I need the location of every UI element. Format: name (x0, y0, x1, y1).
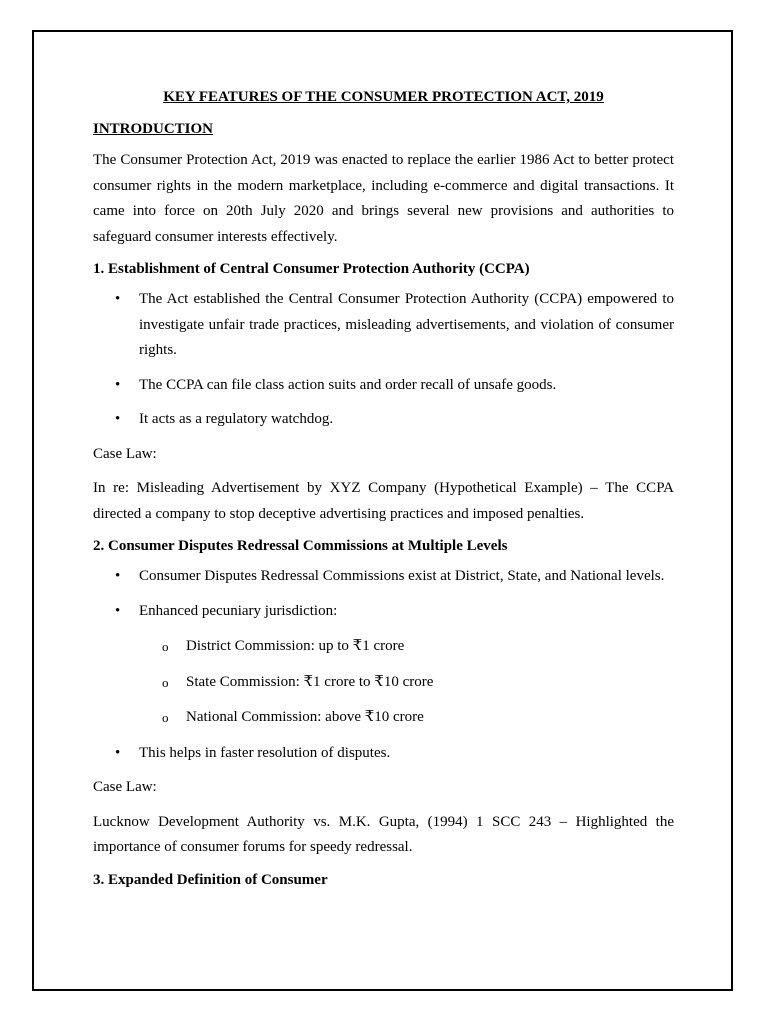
jurisdiction-sub-list (139, 634, 674, 731)
section-1-case-law-label: Case Law: (93, 445, 157, 462)
list-item-text: The Act established the Central Consumer Protection Authority (CCPA) empowered to investigate unfair trade practices, misleading advertisements, and violation of consumer rights. (139, 291, 674, 358)
list-item-text: The CCPA can file class action suits and order recall of unsafe goods. (139, 376, 557, 393)
list-item (93, 564, 674, 590)
bullet-icon: • (115, 291, 121, 307)
section-2-case-law-label: Case Law: (93, 779, 157, 795)
list-item-text: Consumer Disputes Redressal Commissions exist at District, State, and National levels. (139, 568, 665, 584)
section-2-heading: 2. Consumer Disputes Redressal Commissions at Multiple Levels (93, 538, 508, 554)
section-1-heading: 1. Establishment of Central Consumer Protection Authority (CCPA) (93, 261, 530, 277)
bullet-icon: • (115, 568, 121, 584)
introduction-heading: INTRODUCTION (93, 121, 214, 137)
section-1-bullet-list (93, 287, 674, 433)
sub-list-item (139, 705, 674, 731)
list-item (93, 373, 674, 399)
circle-bullet-icon: o (162, 639, 169, 654)
circle-bullet-icon: o (162, 674, 169, 690)
circle-bullet-icon: o (162, 710, 169, 725)
list-item (93, 407, 674, 433)
document-body (93, 88, 674, 898)
section-3-heading: 3. Expanded Definition of Consumer (93, 871, 328, 888)
list-item-text: Enhanced pecuniary jurisdiction: (139, 602, 338, 619)
bullet-icon: • (115, 602, 121, 619)
bullet-icon: • (115, 744, 121, 761)
sub-list-item-text: National Commission: above ₹10 crore (186, 709, 424, 725)
sub-list-item (139, 634, 674, 660)
list-item (93, 287, 674, 364)
introduction-paragraph: The Consumer Protection Act, 2019 was enacted to replace the earlier 1986 Act to better protect consumer rights in the modern marketplace, including e-commerce and digital transactions. It came into force on 20th July 2020 and brings several new provisions and authorities to safeguard consumer interests effectively. (93, 152, 674, 245)
list-item-text: This helps in faster resolution of disputes. (139, 744, 391, 761)
list-item (93, 599, 674, 731)
section-2-case-law-text: Lucknow Development Authority vs. M.K. Gupta, (1994) 1 SCC 243 – Highlighted the importance of consumer forums for speedy redressal. (93, 813, 674, 855)
section-1-case-law-text: In re: Misleading Advertisement by XYZ Company (Hypothetical Example) – The CCPA directed a company to stop deceptive advertising practices and imposed penalties. (93, 480, 674, 522)
sub-list-item (139, 670, 674, 696)
list-item-text: It acts as a regulatory watchdog. (139, 411, 334, 427)
sub-list-item-text: District Commission: up to ₹1 crore (186, 638, 405, 654)
sub-list-item-text: State Commission: ₹1 crore to ₹10 crore (186, 673, 434, 690)
bullet-icon: • (115, 411, 121, 427)
bullet-icon: • (115, 376, 121, 393)
list-item (93, 741, 674, 767)
document-title: KEY FEATURES OF THE CONSUMER PROTECTION ACT, 2019 (163, 89, 604, 105)
section-2-bullet-list (93, 564, 674, 766)
